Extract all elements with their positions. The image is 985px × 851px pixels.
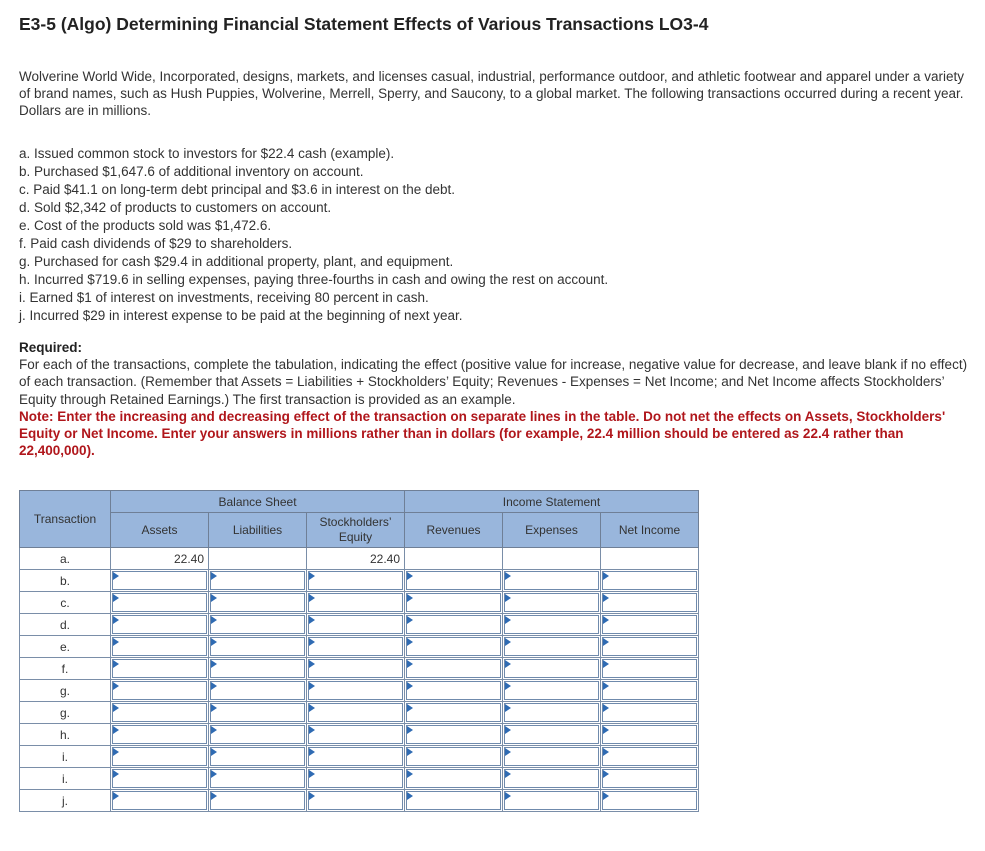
assets-input[interactable] (112, 571, 207, 590)
entry-marker-icon (309, 704, 315, 712)
expenses-cell (503, 658, 601, 680)
table-row-example (20, 548, 699, 570)
expenses-input[interactable] (504, 659, 599, 678)
stockholders-equity-cell (307, 680, 405, 702)
assets-input[interactable] (112, 703, 207, 722)
net-income-cell (601, 658, 699, 680)
expenses-input[interactable] (504, 703, 599, 722)
table-row (20, 658, 699, 680)
revenues-cell (405, 680, 503, 702)
expenses-cell (503, 790, 601, 812)
revenues-cell (405, 614, 503, 636)
entry-marker-icon (407, 726, 413, 734)
net-income-value (601, 548, 699, 570)
entry-marker-icon (309, 660, 315, 668)
net-income-header: Net Income (601, 513, 699, 548)
expenses-cell (503, 614, 601, 636)
net-income-cell (601, 614, 699, 636)
assets-cell (111, 614, 209, 636)
entry-marker-icon (113, 748, 119, 756)
net-income-input[interactable] (602, 725, 697, 744)
entry-marker-icon (407, 748, 413, 756)
assets-input[interactable] (112, 637, 207, 656)
liabilities-header: Liabilities (209, 513, 307, 548)
expenses-input[interactable] (504, 593, 599, 612)
liabilities-cell (209, 592, 307, 614)
transaction-label: i. (20, 768, 111, 790)
liabilities-cell (209, 702, 307, 724)
entry-marker-icon (407, 616, 413, 624)
entry-marker-icon (309, 792, 315, 800)
net-income-cell (601, 746, 699, 768)
entry-marker-icon (603, 638, 609, 646)
entry-marker-icon (407, 594, 413, 602)
transaction-label: c. (20, 592, 111, 614)
revenues-input[interactable] (406, 725, 501, 744)
revenues-header: Revenues (405, 513, 503, 548)
transaction-item: j. Incurred $29 in interest expense to be paid at the beginning of next year. (19, 308, 463, 323)
stockholders-equity-cell (307, 768, 405, 790)
entry-marker-icon (211, 572, 217, 580)
transaction-label: h. (20, 724, 111, 746)
assets-input[interactable] (112, 593, 207, 612)
expenses-value (503, 548, 601, 570)
entry-marker-icon (113, 770, 119, 778)
entry-marker-icon (407, 572, 413, 580)
expenses-input[interactable] (504, 791, 599, 810)
stockholders-equity-cell (307, 702, 405, 724)
liabilities-input[interactable] (210, 703, 305, 722)
table-row (20, 592, 699, 614)
net-income-input[interactable] (602, 571, 697, 590)
net-income-input[interactable] (602, 747, 697, 766)
table-row (20, 614, 699, 636)
assets-cell (111, 636, 209, 658)
balance-sheet-header: Balance Sheet (111, 491, 405, 513)
stockholders-equity-cell (307, 636, 405, 658)
entry-marker-icon (211, 704, 217, 712)
liabilities-input[interactable] (210, 681, 305, 700)
entry-marker-icon (603, 748, 609, 756)
equity-value: 22.40 (307, 548, 405, 570)
assets-header: Assets (111, 513, 209, 548)
expenses-input[interactable] (504, 571, 599, 590)
revenues-input[interactable] (406, 615, 501, 634)
transaction-item: a. Issued common stock to investors for $22.4 cash (example). (19, 146, 395, 161)
revenues-input[interactable] (406, 571, 501, 590)
transaction-item: e. Cost of the products sold was $1,472.6. (19, 218, 272, 233)
stockholders-equity-input[interactable] (308, 703, 403, 722)
assets-cell (111, 702, 209, 724)
entry-marker-icon (211, 726, 217, 734)
entry-marker-icon (309, 594, 315, 602)
expenses-cell (503, 768, 601, 790)
entry-marker-icon (211, 616, 217, 624)
expenses-header: Expenses (503, 513, 601, 548)
transaction-item: g. Purchased for cash $29.4 in additional property, plant, and equipment. (19, 254, 454, 269)
entry-marker-icon (407, 682, 413, 690)
stockholders-equity-input[interactable] (308, 615, 403, 634)
stockholders-equity-input[interactable] (308, 593, 403, 612)
expenses-input[interactable] (504, 681, 599, 700)
stockholders-equity-cell (307, 790, 405, 812)
required-note: Note: Enter the increasing and decreasing effect of the transaction on separate lines in the table. Do not net the effects on Assets, Stockholders' Equity or Net Income. Enter your answers in millions rather than in dollars (for example, 22.4 million should be entered as 22.4 rather than 22,400,000). (19, 408, 946, 459)
assets-cell (111, 680, 209, 702)
entry-marker-icon (505, 594, 511, 602)
revenues-cell (405, 768, 503, 790)
table-row (20, 768, 699, 790)
expenses-cell (503, 746, 601, 768)
stockholders-equity-cell (307, 614, 405, 636)
assets-input[interactable] (112, 747, 207, 766)
assets-cell (111, 658, 209, 680)
transaction-item: d. Sold $2,342 of products to customers on account. (19, 200, 332, 215)
net-income-cell (601, 636, 699, 658)
assets-cell (111, 592, 209, 614)
entry-marker-icon (211, 682, 217, 690)
transaction-item: c. Paid $41.1 on long-term debt principal and $3.6 in interest on the debt. (19, 182, 456, 197)
table-row (20, 724, 699, 746)
entry-marker-icon (603, 770, 609, 778)
net-income-cell (601, 680, 699, 702)
stockholders-equity-input[interactable] (308, 747, 403, 766)
assets-input[interactable] (112, 681, 207, 700)
liabilities-input[interactable] (210, 615, 305, 634)
entry-marker-icon (505, 682, 511, 690)
entry-marker-icon (113, 704, 119, 712)
transaction-item: h. Incurred $719.6 in selling expenses, paying three-fourths in cash and owing the rest on account. (19, 272, 609, 287)
revenues-input[interactable] (406, 703, 501, 722)
entry-marker-icon (113, 726, 119, 734)
net-income-input[interactable] (602, 681, 697, 700)
assets-input[interactable] (112, 769, 207, 788)
transaction-label: e. (20, 636, 111, 658)
entry-marker-icon (309, 748, 315, 756)
net-income-input[interactable] (602, 703, 697, 722)
revenues-input[interactable] (406, 747, 501, 766)
assets-input[interactable] (112, 725, 207, 744)
entry-marker-icon (211, 660, 217, 668)
effects-table (19, 490, 699, 812)
stockholders-equity-cell (307, 658, 405, 680)
entry-marker-icon (309, 770, 315, 778)
entry-marker-icon (309, 638, 315, 646)
transaction-item: i. Earned $1 of interest on investments, receiving 80 percent in cash. (19, 290, 429, 305)
liabilities-input[interactable] (210, 791, 305, 810)
net-income-cell (601, 724, 699, 746)
entry-marker-icon (603, 660, 609, 668)
entry-marker-icon (309, 572, 315, 580)
revenues-cell (405, 658, 503, 680)
liabilities-value (209, 548, 307, 570)
expenses-cell (503, 592, 601, 614)
expenses-input[interactable] (504, 725, 599, 744)
revenues-input[interactable] (406, 791, 501, 810)
stockholders-equity-cell (307, 724, 405, 746)
liabilities-cell (209, 570, 307, 592)
stockholders-equity-input[interactable] (308, 681, 403, 700)
entry-marker-icon (505, 726, 511, 734)
liabilities-input[interactable] (210, 747, 305, 766)
entry-marker-icon (309, 726, 315, 734)
entry-marker-icon (603, 616, 609, 624)
entry-marker-icon (309, 682, 315, 690)
entry-marker-icon (603, 704, 609, 712)
expenses-cell (503, 636, 601, 658)
liabilities-cell (209, 614, 307, 636)
required-heading: Required: (19, 340, 83, 355)
liabilities-cell (209, 658, 307, 680)
revenues-cell (405, 724, 503, 746)
transaction-header: Transaction (20, 491, 111, 548)
expenses-cell (503, 702, 601, 724)
liabilities-cell (209, 768, 307, 790)
assets-cell (111, 746, 209, 768)
stockholders-equity-input[interactable] (308, 769, 403, 788)
net-income-input[interactable] (602, 659, 697, 678)
liabilities-cell (209, 790, 307, 812)
entry-marker-icon (113, 660, 119, 668)
expenses-input[interactable] (504, 637, 599, 656)
entry-marker-icon (603, 594, 609, 602)
revenues-cell (405, 570, 503, 592)
transaction-list (19, 145, 608, 325)
revenues-cell (405, 702, 503, 724)
liabilities-cell (209, 746, 307, 768)
transaction-label: a. (20, 548, 111, 570)
entry-marker-icon (407, 660, 413, 668)
liabilities-input[interactable] (210, 769, 305, 788)
transaction-label: d. (20, 614, 111, 636)
entry-marker-icon (407, 638, 413, 646)
assets-cell (111, 724, 209, 746)
transaction-label: f. (20, 658, 111, 680)
income-statement-header: Income Statement (405, 491, 699, 513)
net-income-input[interactable] (602, 637, 697, 656)
stockholders-equity-cell (307, 570, 405, 592)
transaction-label: j. (20, 790, 111, 812)
revenues-cell (405, 592, 503, 614)
entry-marker-icon (113, 638, 119, 646)
table-row (20, 636, 699, 658)
entry-marker-icon (211, 748, 217, 756)
transaction-item: b. Purchased $1,647.6 of additional inventory on account. (19, 164, 364, 179)
net-income-cell (601, 768, 699, 790)
stockholders-equity-input[interactable] (308, 637, 403, 656)
entry-marker-icon (505, 638, 511, 646)
revenues-value (405, 548, 503, 570)
entry-marker-icon (505, 704, 511, 712)
table-row (20, 680, 699, 702)
transaction-label: g. (20, 702, 111, 724)
liabilities-input[interactable] (210, 725, 305, 744)
transaction-label: b. (20, 570, 111, 592)
liabilities-cell (209, 724, 307, 746)
entry-marker-icon (211, 638, 217, 646)
entry-marker-icon (603, 792, 609, 800)
stockholders-equity-input[interactable] (308, 571, 403, 590)
liabilities-input[interactable] (210, 571, 305, 590)
revenues-input[interactable] (406, 659, 501, 678)
assets-cell (111, 768, 209, 790)
revenues-cell (405, 790, 503, 812)
liabilities-input[interactable] (210, 593, 305, 612)
entry-marker-icon (211, 594, 217, 602)
assets-input[interactable] (112, 791, 207, 810)
expenses-input[interactable] (504, 615, 599, 634)
net-income-cell (601, 790, 699, 812)
entry-marker-icon (407, 770, 413, 778)
net-income-input[interactable] (602, 791, 697, 810)
table-row (20, 790, 699, 812)
transaction-label: i. (20, 746, 111, 768)
entry-marker-icon (505, 660, 511, 668)
entry-marker-icon (505, 616, 511, 624)
entry-marker-icon (407, 704, 413, 712)
liabilities-cell (209, 636, 307, 658)
stockholders-equity-cell (307, 746, 405, 768)
expenses-cell (503, 724, 601, 746)
transaction-item: f. Paid cash dividends of $29 to shareholders. (19, 236, 293, 251)
table-row (20, 746, 699, 768)
net-income-cell (601, 592, 699, 614)
required-body: For each of the transactions, complete the tabulation, indicating the effect (positive value for increase, negative value for decrease, and leave blank if no effect) of each transaction. (Remember that Assets = Liabilities + Stockholders’ Equity; Revenues - Expenses = Net Income; and Net Income affects Stockholders’ Equity through Retained Earnings.) The first transaction is provided as an example. (19, 357, 968, 407)
expenses-cell (503, 680, 601, 702)
expenses-cell (503, 570, 601, 592)
stockholders-equity-cell (307, 592, 405, 614)
net-income-cell (601, 702, 699, 724)
page-title: E3-5 (Algo) Determining Financial Statement Effects of Various Transactions LO3-4 (19, 14, 709, 34)
entry-marker-icon (113, 594, 119, 602)
intro-paragraph: Wolverine World Wide, Incorporated, designs, markets, and licenses casual, industrial, performance outdoor, and athletic footwear and apparel under a variety of brand names, such as Hush Puppies, Wolverine, Merrell, Sperry, and Saucony, to a global market. The following transactions occurred during a recent year. Dollars are in millions. (19, 69, 965, 118)
entry-marker-icon (603, 726, 609, 734)
assets-value: 22.40 (111, 548, 209, 570)
assets-cell (111, 570, 209, 592)
revenues-cell (405, 636, 503, 658)
entry-marker-icon (505, 572, 511, 580)
entry-marker-icon (603, 572, 609, 580)
transaction-label: g. (20, 680, 111, 702)
entry-marker-icon (505, 792, 511, 800)
entry-marker-icon (407, 792, 413, 800)
required-section (19, 339, 969, 459)
expenses-input[interactable] (504, 747, 599, 766)
entry-marker-icon (113, 616, 119, 624)
table-row (20, 702, 699, 724)
stockholders-equity-input[interactable] (308, 791, 403, 810)
table-row (20, 570, 699, 592)
entry-marker-icon (113, 682, 119, 690)
stockholders-equity-input[interactable] (308, 725, 403, 744)
net-income-input[interactable] (602, 593, 697, 612)
liabilities-cell (209, 680, 307, 702)
entry-marker-icon (603, 682, 609, 690)
liabilities-input[interactable] (210, 637, 305, 656)
revenues-cell (405, 746, 503, 768)
revenues-input[interactable] (406, 593, 501, 612)
liabilities-input[interactable] (210, 659, 305, 678)
entry-marker-icon (113, 572, 119, 580)
revenues-input[interactable] (406, 681, 501, 700)
stockholders-equity-input[interactable] (308, 659, 403, 678)
entry-marker-icon (211, 770, 217, 778)
entry-marker-icon (113, 792, 119, 800)
entry-marker-icon (505, 748, 511, 756)
entry-marker-icon (309, 616, 315, 624)
revenues-input[interactable] (406, 769, 501, 788)
stockholders-equity-header: Stockholders’ Equity (307, 513, 405, 548)
entry-marker-icon (211, 792, 217, 800)
assets-cell (111, 790, 209, 812)
assets-input[interactable] (112, 659, 207, 678)
net-income-input[interactable] (602, 769, 697, 788)
revenues-input[interactable] (406, 637, 501, 656)
net-income-input[interactable] (602, 615, 697, 634)
expenses-input[interactable] (504, 769, 599, 788)
net-income-cell (601, 570, 699, 592)
entry-marker-icon (505, 770, 511, 778)
assets-input[interactable] (112, 615, 207, 634)
